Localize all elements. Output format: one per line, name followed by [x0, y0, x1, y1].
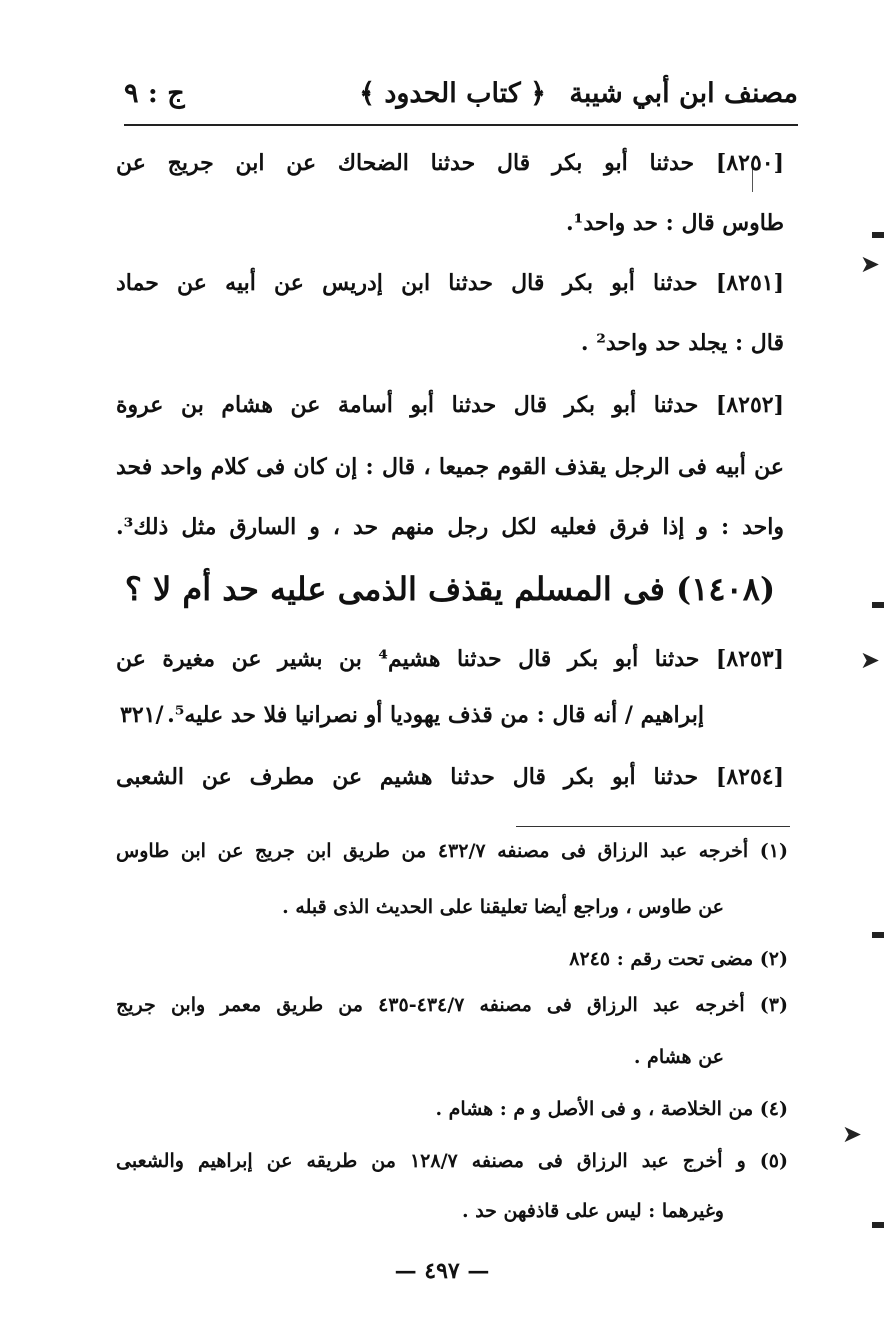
footnote-1-continued: عن طاوس ، وراجع أيضا تعليقنا على الحديث الذى قبله .: [282, 896, 724, 918]
page-number: — ٤٩٧ —: [394, 1258, 490, 1284]
hadith-8253-line-1: [٨٢٥٣] حدثنا أبو بكر قال حدثنا هشيم⁴ بن بشير عن مغيرة عن: [116, 646, 784, 672]
edge-mark: [872, 602, 884, 608]
footnote-5-continued: وغيرهما : ليس على قاذفهن حد .: [461, 1200, 724, 1222]
chapter-heading: (١٤٠٨) فى المسلم يقذف الذمى عليه حد أم لا ؟: [124, 570, 776, 608]
footnote-2: (٢) مضى تحت رقم : ٨٢٤٥: [569, 948, 788, 970]
volume-number: ج : ٩: [124, 78, 185, 109]
footnote-5: (٥) و أخرج عبد الرزاق فى مصنفه ١٢٨/٧ من طريقه عن إبراهيم والشعبى: [116, 1150, 788, 1172]
hadith-8251-line-2: قال : يجلد حد واحد² .: [580, 330, 784, 356]
footnote-divider: [516, 826, 790, 827]
running-header: [122, 74, 798, 118]
footnote-1: (١) أخرجه عبد الرزاق فى مصنفه ٤٣٢/٧ من طريق ابن جريج عن ابن طاوس: [116, 840, 789, 862]
hadith-8250-line-1: [٨٢٥٠] حدثنا أبو بكر قال حدثنا الضحاك عن ابن جريج عن: [116, 150, 784, 176]
footnote-3: (٣) أخرجه عبد الرزاق فى مصنفه ٤٣٤/٧-٤٣٥ من طريق معمر وابن جريج: [116, 994, 788, 1016]
header-divider: [124, 124, 798, 126]
edge-mark: [872, 232, 884, 238]
hadith-8254-line-1: [٨٢٥٤] حدثنا أبو بكر قال حدثنا هشيم عن مطرف عن الشعبى: [116, 764, 784, 790]
margin-arrow-icon: ➤: [841, 1120, 862, 1148]
edge-mark: [872, 1222, 884, 1228]
margin-arrow-icon: ➤: [859, 250, 880, 278]
hadith-8252-line-3: واحد : و إذا فرق فعليه لكل رجل منهم حد ، و السارق مثل ذلك³.: [116, 514, 784, 540]
book-title: مصنف ابن أبي شيبة: [569, 78, 798, 109]
footnote-3-continued: عن هشام .: [633, 1046, 724, 1068]
hadith-8251-line-1: [٨٢٥١] حدثنا أبو بكر قال حدثنا ابن إدريس عن أبيه عن حماد: [116, 270, 784, 296]
hadith-8252-line-2: عن أبيه فى الرجل يقذف القوم جميعا ، قال : إن كان فى كلام واحد فحد: [116, 454, 784, 480]
margin-arrow-icon: ➤: [859, 646, 880, 674]
edge-mark: [872, 932, 884, 938]
hadith-8250-line-2: طاوس قال : حد واحد¹.: [566, 210, 784, 236]
hadith-8252-line-1: [٨٢٥٢] حدثنا أبو بكر قال حدثنا أبو أسامة عن هشام بن عروة: [116, 392, 784, 418]
hadith-8253-line-2: إبراهيم / أنه قال : من قذف يهوديا أو نصرانيا فلا حد عليه⁵.: [167, 702, 704, 728]
manuscript-page-ref: /٣٢١: [120, 702, 164, 728]
footnote-4: (٤) من الخلاصة ، و فى الأصل و م : هشام .: [435, 1098, 788, 1120]
chapter-title: ﴿ كتاب الحدود ﴾: [359, 78, 546, 109]
